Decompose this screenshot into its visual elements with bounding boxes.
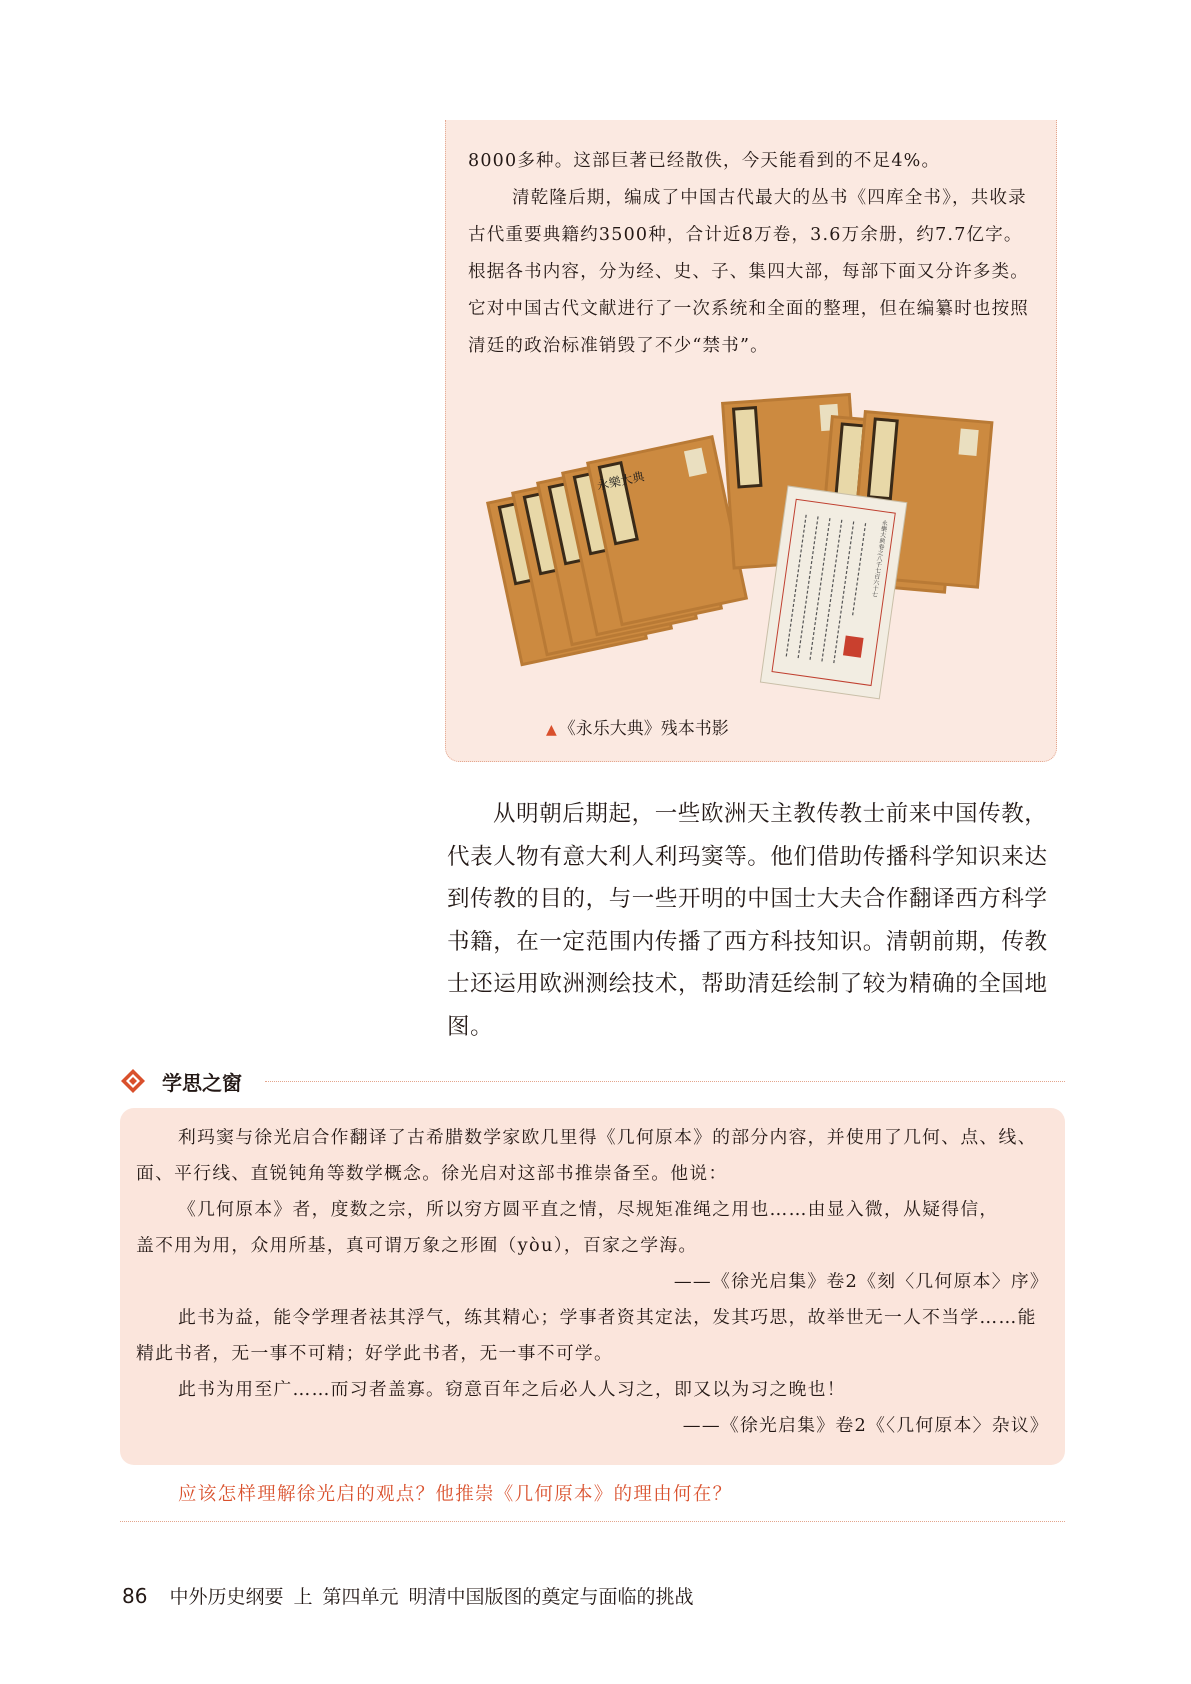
page-footer xyxy=(122,1582,704,1609)
unit-title: 明清中国版图的奠定与面临的挑战 xyxy=(408,1586,694,1608)
photo-caption xyxy=(546,714,729,739)
source-2: ——《徐光启集》卷2《〈几何原本〉杂议》 xyxy=(682,1415,1049,1436)
page-title-text: 永樂大典卷之八千七百六十七 xyxy=(869,519,888,598)
book-stack xyxy=(486,393,994,666)
sidebar-box xyxy=(445,120,1057,762)
section-title: 学思之窗 xyxy=(162,1071,242,1095)
bottom-divider xyxy=(120,1521,1065,1522)
study-window-box xyxy=(120,1108,1065,1465)
source-1: ——《徐光启集》卷2《刻〈几何原本〉序》 xyxy=(673,1271,1049,1292)
quote-2: 此书为益，能令学理者祛其浮气，练其精心；学事者资其定法，发其巧思，故举世无一人不当学……能精此书者，无一事不可精；好学此书者，无一事不可学。 xyxy=(136,1307,1037,1364)
yongle-dadian-photo xyxy=(476,370,1036,720)
book-name: 中外历史纲要 xyxy=(169,1586,284,1608)
section-divider xyxy=(265,1081,1065,1082)
caption-text: 《永乐大典》残本书影 xyxy=(558,719,729,739)
intro-paragraph: 利玛窦与徐光启合作翻译了古希腊数学家欧几里得《几何原本》的部分内容，并使用了几何、点、线、面、平行线、直锐钝角等数学概念。徐光启对这部书推崇备至。他说： xyxy=(136,1127,1037,1184)
main-paragraph: 从明朝后期起，一些欧洲天主教传教士前来中国传教，代表人物有意大利人利玛窦等。他们借助传播科学知识来达到传教的目的，与一些开明的中国士大夫合作翻译西方科学书籍，在一定范围内传播了西方科技知识。清朝前期，传教士还运用欧洲测绘技术，帮助清廷绘制了较为精确的全国地图。 xyxy=(447,801,1048,1040)
unit-label: 第四单元 xyxy=(322,1586,399,1608)
book-title-label: 永樂大典 xyxy=(595,469,646,493)
quote-3: 此书为用至广……而习者盖寡。窃意百年之后必人人习之，即又以为习之晚也！ xyxy=(178,1379,846,1400)
volume-label: 上 xyxy=(293,1586,313,1608)
question-text: 应该怎样理解徐光启的观点？他推崇《几何原本》的理由何在？ xyxy=(178,1484,733,1505)
quote-1: 《几何原本》者，度数之宗，所以穷方圆平直之情，尽规矩准绳之用也……由显入微，从疑得信，盖不用为用，众用所基，真可谓万象之形囿（yòu），百家之学海。 xyxy=(136,1199,999,1256)
page-number: 86 xyxy=(122,1584,148,1608)
triangle-icon: ▲ xyxy=(546,722,557,738)
sidebar-paragraph-1: 8000多种。这部巨著已经散佚，今天能看到的不足4%。 xyxy=(468,151,941,171)
section-header xyxy=(120,1065,1065,1095)
diamond-icon xyxy=(120,1068,146,1094)
sidebar-paragraph-2: 清乾隆后期，编成了中国古代最大的丛书《四库全书》，共收录古代重要典籍约3500种，合计近8万卷，3.6万余册，约7.7亿字。根据各书内容，分为经、史、子、集四大部，每部下面又分许多类。它对中国古代文献进行了一次系统和全面的整理，但在编纂时也按照清廷的政治标准销毁了不少“禁书”。 xyxy=(468,188,1029,356)
